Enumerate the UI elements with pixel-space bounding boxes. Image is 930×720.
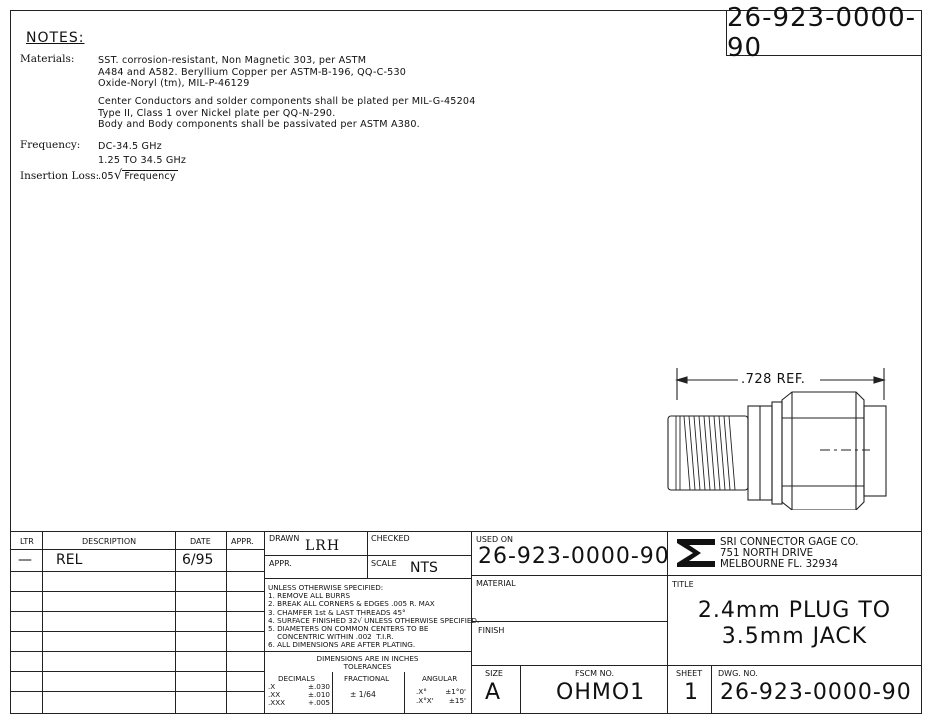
size-label: SIZE (485, 669, 503, 678)
rev-row-date: 6/95 (182, 552, 214, 568)
thread-lines (676, 416, 735, 490)
frequency-line: DC-34.5 GHz (98, 141, 162, 152)
drawn-label: DRAWN (269, 534, 300, 543)
decimal-key: .X (268, 682, 276, 691)
rev-header-appr: APPR. (231, 537, 254, 546)
size-value: A (485, 680, 501, 705)
angular-table (416, 688, 466, 705)
company-city: MELBOURNE FL. 32934 (720, 559, 838, 570)
material-label: MATERIAL (476, 579, 516, 588)
insertion-loss-label: Insertion Loss: (20, 170, 100, 182)
used-on-label: USED ON (476, 535, 513, 544)
sheet-label: SHEET (676, 669, 703, 678)
dims-heading-line: DIMENSIONS ARE IN INCHES (316, 654, 419, 663)
plating-line: Type II, Class 1 over Nickel plate per QQ-N-290. (98, 107, 336, 119)
general-note-line: 2. BREAK ALL CORNERS & EDGES .005 R. MAX (268, 599, 435, 609)
plating-line: Body and Body components shall be passivated per ASTM A380. (98, 119, 420, 130)
materials-text (98, 55, 406, 90)
angular-row (416, 697, 466, 706)
general-note-line: 3. CHAMFER 1st & LAST THREADS 45° (268, 607, 406, 617)
angular-value: ±1°0' (445, 687, 466, 696)
insertion-coef: .05 (98, 171, 114, 182)
general-note-line: 4. SURFACE FINISHED 32√ UNLESS OTHERWISE SPECIFIED. (268, 615, 480, 625)
collar-ring (772, 402, 782, 504)
company-address (720, 537, 858, 570)
sigma-logo-icon (675, 537, 717, 569)
decimal-value: +.005 (307, 698, 330, 707)
decimal-key: .XX (268, 690, 281, 699)
angular-label: ANGULAR (422, 674, 458, 683)
frequency-line: 1.25 TO 34.5 GHz (98, 155, 187, 166)
insertion-radicand: Frequency (124, 171, 176, 182)
frequency-text (98, 140, 186, 168)
angular-value: ±15' (448, 695, 466, 705)
decimal-value: ±.030 (307, 682, 330, 691)
plating-line: Center Conductors and solder components shall be plated per MIL-G-45204 (98, 96, 476, 107)
general-note-line: CONCENTRIC WITHIN .002 T.I.R. (268, 632, 394, 642)
materials-label: Materials: (20, 53, 75, 65)
drawing-title (667, 598, 922, 650)
rev-header-description: DESCRIPTION (82, 537, 137, 546)
drawing-number-top: 26-923-0000-90 (726, 10, 922, 56)
dims-heading-line: TOLERANCES (343, 662, 392, 671)
fscm-value: OHMO1 (556, 680, 646, 705)
scale-label: SCALE (371, 559, 397, 568)
rev-header-ltr: LTR (20, 537, 34, 546)
title-line-2: 3.5mm JACK (721, 624, 868, 649)
checked-label: CHECKED (371, 534, 410, 543)
notes-title: NOTES: (26, 30, 85, 46)
decimal-key: .XXX (268, 698, 286, 707)
dwg-no-label: DWG. NO. (718, 669, 758, 678)
title-line-1: 2.4mm PLUG TO (697, 598, 892, 623)
fractional-value: ± 1/64 (350, 690, 376, 699)
materials-line: A484 and A582. Beryllium Copper per ASTM-B-196, QQ-C-530 (98, 66, 407, 78)
decimals-label: DECIMALS (278, 674, 315, 683)
dims-heading (264, 655, 471, 671)
hex-nut (782, 392, 864, 510)
dimension-arrow-right (874, 377, 884, 383)
finish-label: FINISH (478, 626, 505, 635)
fractional-label: FRACTIONAL (344, 674, 390, 683)
insertion-loss-formula (98, 170, 178, 183)
titleblock-top-line (10, 531, 922, 532)
drawn-value: LRH (305, 538, 341, 554)
angular-key: .X°X' (416, 695, 434, 705)
general-note-line: 1. REMOVE ALL BURRS (268, 591, 351, 601)
company-street: 751 NORTH DRIVE (720, 548, 814, 559)
plug-nose (864, 406, 886, 496)
decimal-row (268, 699, 330, 707)
materials-line: Oxide-Noryl (tm), MIL-P-46129 (98, 78, 250, 89)
dimension-arrow-left (677, 377, 687, 383)
fscm-label: FSCM NO. (575, 669, 615, 678)
rev-header-date: DATE (190, 537, 211, 546)
general-note-line: 5. DIAMETERS ON COMMON CENTERS TO BE (268, 624, 429, 634)
general-notes (268, 584, 479, 650)
dwg-no-value: 26-923-0000-90 (720, 680, 912, 705)
scale-value: NTS (410, 560, 438, 576)
used-on-value: 26-923-0000-90 (478, 544, 670, 569)
plating-text (98, 96, 476, 131)
sqrt-icon: √ (113, 168, 123, 183)
angular-key: .X° (416, 687, 427, 696)
title-label: TITLE (672, 580, 694, 589)
dimension-label: .728 REF. (741, 372, 806, 387)
rev-row-description: REL (56, 552, 83, 568)
decimals-table (268, 683, 330, 707)
rev-row-ltr: — (18, 552, 32, 568)
materials-line: SST. corrosion-resistant, Non Magnetic 303, per ASTM (98, 55, 367, 66)
general-note-line: 6. ALL DIMENSIONS ARE AFTER PLATING. (268, 640, 416, 650)
appr-label: APPR. (269, 559, 292, 568)
sheet-value: 1 (684, 680, 698, 705)
decimal-value: ±.010 (307, 690, 330, 699)
company-name: SRI CONNECTOR GAGE CO. (720, 537, 859, 548)
frequency-label: Frequency: (20, 139, 81, 151)
general-note-line: UNLESS OTHERWISE SPECIFIED: (268, 583, 384, 592)
